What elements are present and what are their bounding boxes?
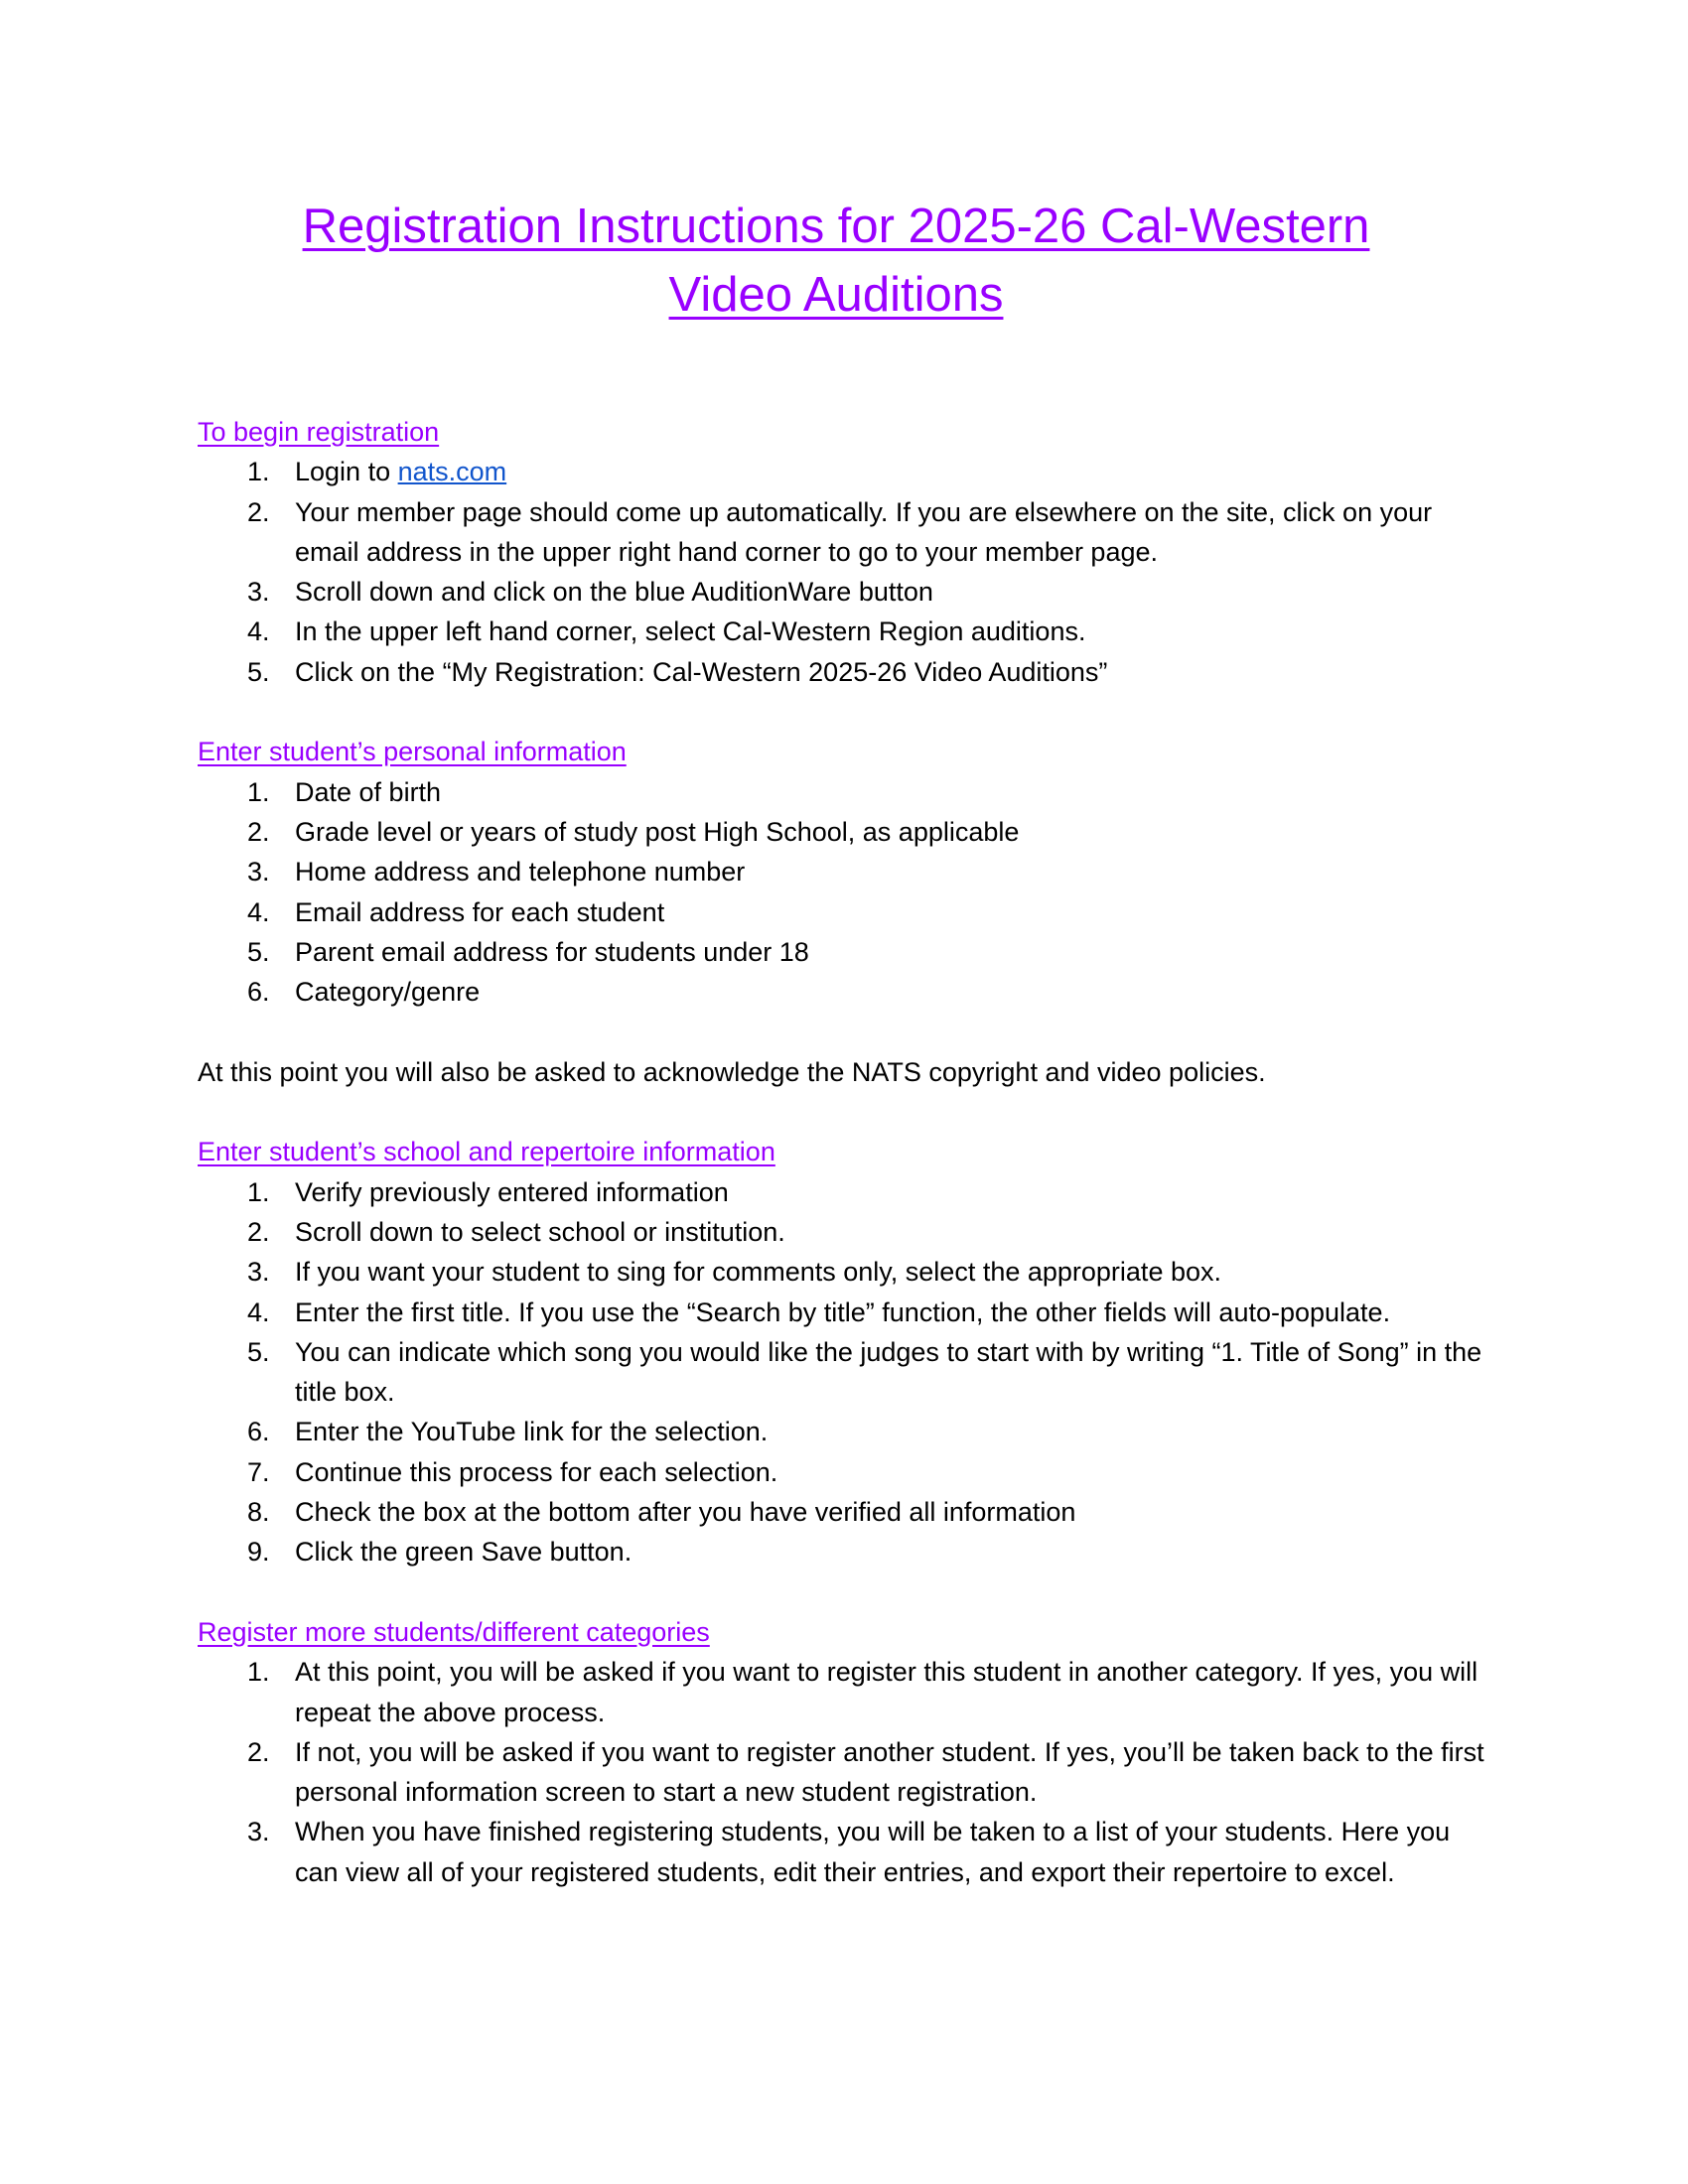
list-item [198, 1412, 1488, 1451]
step-list [198, 452, 1488, 692]
item-text: Home address and telephone number [295, 857, 746, 887]
item-number: 9. [247, 1537, 270, 1568]
policy-note: At this point you will also be asked to acknowledge the NATS copyright and video policies. [198, 1056, 1266, 1087]
item-text: In the upper left hand corner, select Cal-Western Region auditions. [295, 616, 1086, 647]
list-item [198, 1252, 1488, 1292]
item-text: Parent email address for students under 18 [295, 936, 809, 967]
list-item [198, 1293, 1488, 1332]
item-number: 3. [247, 577, 270, 608]
item-number: 1. [247, 1176, 270, 1207]
step-list [198, 1172, 1488, 1572]
item-number: 2. [247, 496, 270, 527]
item-number: 8. [247, 1497, 270, 1528]
item-text: If you want your student to sing for comments only, select the appropriate box. [295, 1257, 1221, 1288]
item-text: Your member page should come up automatically. If you are elsewhere on the site, click on your email address in the upper right hand corner to go to your member page. [295, 496, 1433, 567]
item-number: 6. [247, 977, 270, 1008]
section-heading[interactable]: To begin registration [198, 417, 440, 447]
step-list [198, 772, 1488, 1013]
list-item [198, 772, 1488, 812]
item-number: 4. [247, 1297, 270, 1327]
item-text: At this point, you will be asked if you want to register this student in another category. If yes, you will repeat the above process. [295, 1657, 1478, 1727]
section-heading[interactable]: Register more students/different categories [198, 1616, 710, 1647]
item-number: 3. [247, 1817, 270, 1847]
item-text: Email address for each student [295, 896, 665, 927]
list-item [198, 852, 1488, 891]
list-item [198, 972, 1488, 1012]
item-number: 2. [247, 1736, 270, 1767]
page-title [199, 193, 1474, 330]
item-text: Continue this process for each selection. [295, 1456, 778, 1487]
list-item [198, 892, 1488, 932]
item-number: 4. [247, 896, 270, 927]
list-item [198, 932, 1488, 972]
item-text: If not, you will be asked if you want to register another student. If yes, you’ll be taken back to the first personal information screen to start a new student registration. [295, 1736, 1484, 1808]
item-text: Enter the first title. If you use the “Search by title” function, the other fields will auto-populate. [295, 1297, 1391, 1327]
list-item [198, 1172, 1488, 1212]
list-item [198, 1212, 1488, 1252]
item-number: 2. [247, 816, 270, 847]
section-heading[interactable]: Enter student’s personal information [198, 737, 627, 767]
item-text: You can indicate which song you would like the judges to start with by writing “1. Title of Song” in the title box. [295, 1336, 1482, 1408]
list-item [198, 1492, 1488, 1532]
list-item [198, 1452, 1488, 1492]
list-item [198, 452, 1488, 491]
item-text: Click the green Save button. [295, 1537, 633, 1568]
item-number: 5. [247, 936, 270, 967]
item-number: 1. [247, 457, 270, 487]
item-text: Grade level or years of study post High School, as applicable [295, 816, 1020, 847]
item-text: Date of birth [295, 776, 442, 807]
item-text: When you have finished registering students, you will be taken to a list of your students. Here you can view all of your registered students, edit their entries, and export their repertoire to excel. [295, 1817, 1451, 1887]
item-text: Click on the “My Registration: Cal-Western 2025-26 Video Auditions” [295, 656, 1108, 687]
list-item [198, 1332, 1488, 1413]
list-item [198, 612, 1488, 651]
step-list [198, 1652, 1488, 1892]
list-item [198, 492, 1488, 573]
item-number: 6. [247, 1417, 270, 1447]
item-text: Category/genre [295, 977, 481, 1008]
title-line-1[interactable]: Registration Instructions for 2025-26 Cal-Western [302, 200, 1370, 253]
item-text: Check the box at the bottom after you have verified all information [295, 1497, 1076, 1528]
section-heading[interactable]: Enter student’s school and repertoire information [198, 1137, 775, 1167]
list-item [198, 1652, 1488, 1732]
item-number: 3. [247, 1257, 270, 1288]
section-school-repertoire [198, 1132, 1488, 1571]
list-item [198, 1532, 1488, 1571]
item-number: 1. [247, 776, 270, 807]
item-text: Scroll down and click on the blue AuditionWare button [295, 577, 933, 608]
list-item [198, 1732, 1488, 1813]
item-number: 4. [247, 616, 270, 647]
section-register-more [198, 1612, 1488, 1892]
nats-link[interactable]: nats.com [397, 457, 507, 487]
item-number: 5. [247, 656, 270, 687]
item-number: 5. [247, 1336, 270, 1367]
section-begin-registration [198, 412, 1488, 692]
title-line-2[interactable]: Video Auditions [668, 268, 1004, 322]
item-text: Verify previously entered information [295, 1176, 729, 1207]
item-text: Login to [295, 457, 398, 487]
item-text: Enter the YouTube link for the selection. [295, 1417, 769, 1447]
item-text: Scroll down to select school or institution. [295, 1216, 785, 1247]
item-number: 2. [247, 1216, 270, 1247]
list-item [198, 572, 1488, 612]
document-body [198, 412, 1488, 1932]
list-item [198, 1812, 1488, 1892]
section-personal-information [198, 732, 1488, 1092]
item-number: 7. [247, 1456, 270, 1487]
item-number: 3. [247, 857, 270, 887]
item-number: 1. [247, 1657, 270, 1688]
list-item [198, 812, 1488, 852]
list-item [198, 652, 1488, 692]
